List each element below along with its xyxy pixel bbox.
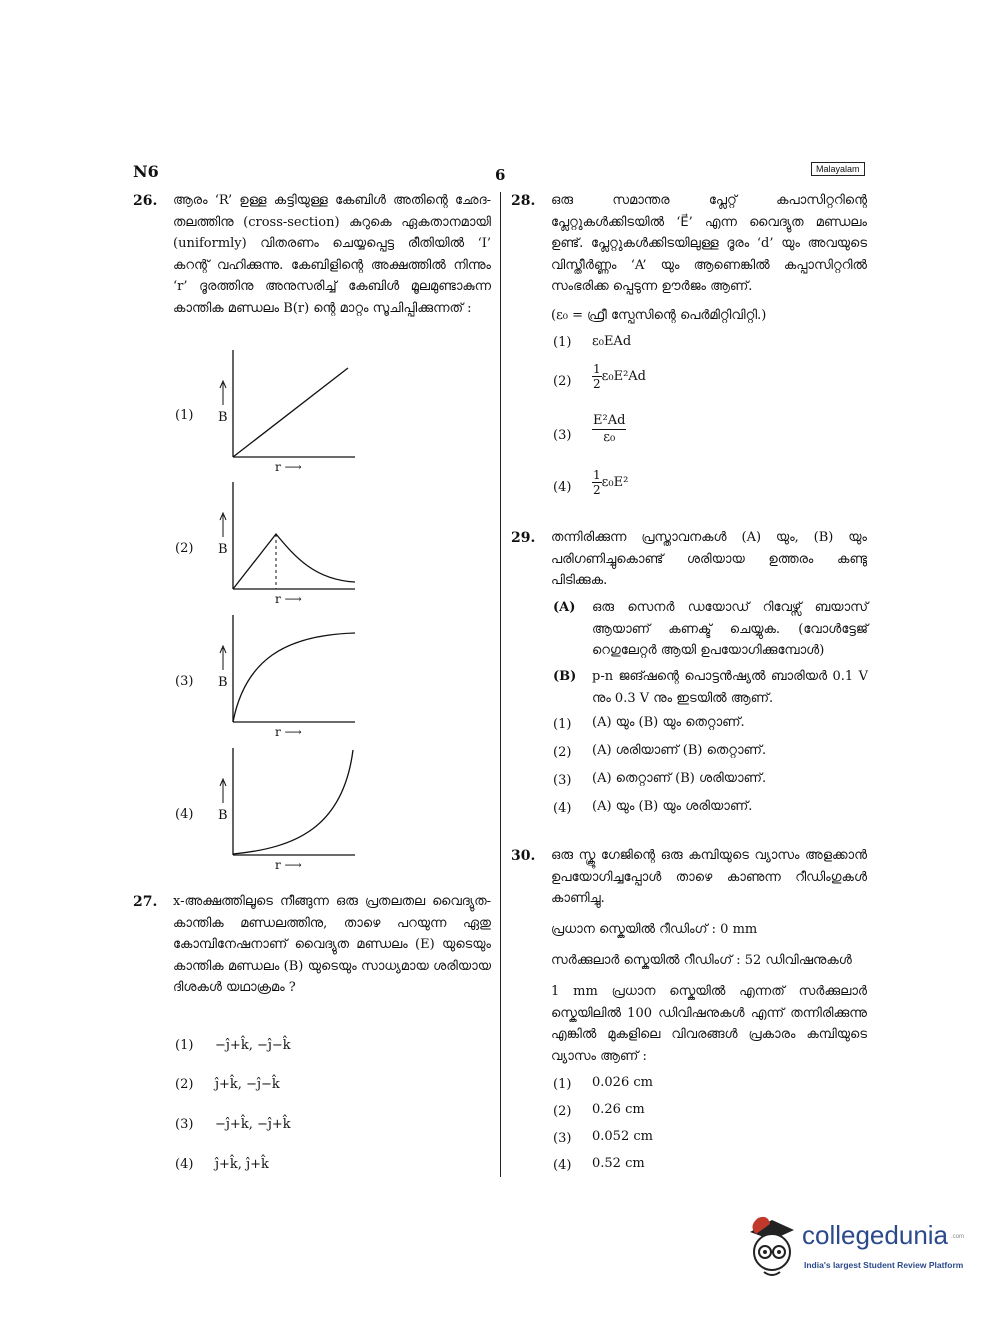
q27-option-1-value: −ĵ+k̂, −ĵ−k̂ <box>215 1038 291 1053</box>
q28-number: 28. <box>511 193 536 209</box>
q29-statement-a-label: (A) <box>553 600 576 615</box>
q27-option-4-number: (4) <box>175 1157 194 1172</box>
q29-option-2-number: (2) <box>553 745 572 760</box>
q28-o4-frac-num: 1 <box>593 468 601 482</box>
q27-text: x-അക്ഷത്തിലൂടെ നീങ്ങുന്ന ഒരു പ്രതലതല വൈദ്യുത-കാന്തിക മണ്ഡലത്തിനു, താഴെ പറയുന്ന ഏതു കോമ്പിനേഷനാണ് വൈദ്യുത മണ്ഡലം (E) യുടെയും കാന്തിക മണ്ഡലം (B) യുടെയും സാധ്യമായ ശരിയായ ദിശകൾ യഥാക്രമം ? <box>173 894 491 995</box>
graph-3-xlabel: r ⟶ <box>275 725 302 739</box>
q27-option-3-number: (3) <box>175 1117 194 1132</box>
watermark-brand: collegedunia <box>802 1220 949 1250</box>
q29-option-2-value: (A) ശരിയാണ് (B) തെറ്റാണ്. <box>592 743 767 758</box>
q30-option-3-value: 0.052 cm <box>592 1129 653 1144</box>
q28-option-2-value <box>592 362 646 391</box>
graph-4-xlabel: r ⟶ <box>275 858 302 872</box>
q28-o2-frac-num: 1 <box>593 362 601 376</box>
mascot-icon <box>742 1212 802 1282</box>
q28-o4-frac-den: 2 <box>593 483 601 497</box>
graph-2-curve <box>233 534 355 589</box>
graph-1-curve <box>233 368 348 457</box>
collegedunia-watermark <box>742 1212 972 1282</box>
q29-option-3-number: (3) <box>553 773 572 788</box>
q26-graph-4 <box>205 748 365 878</box>
q26-graph-1 <box>205 350 365 480</box>
q30-option-3-number: (3) <box>553 1131 572 1146</box>
q28-option-3-number: (3) <box>553 428 572 443</box>
graph-2-ylabel: B <box>218 542 228 557</box>
language-badge: Malayalam <box>811 162 865 176</box>
graph-2-xlabel: r ⟶ <box>275 592 302 606</box>
q27-option-4-value: ĵ+k̂, ĵ+k̂ <box>215 1157 269 1172</box>
q30-option-1-number: (1) <box>553 1077 572 1092</box>
q29-text: തന്നിരിക്കുന്ന പ്രസ്താവനകൾ (A) യും, (B) യും പരിഗണിച്ചുകൊണ്ട് ശരിയായ ഉത്തരം കണ്ടു പിടിക്കുക. <box>551 530 867 588</box>
q30-scale-info: 1 mm പ്രധാന സ്കെയിൽ എന്നത് സർക്കുലാർ സ്കെയിലിൽ 100 ഡിവിഷനുകൾ എന്ന് തന്നിരിക്കുന്നു എങ്കിൽ മുകളിലെ വിവരങ്ങൾ പ്രകാരം കമ്പിയുടെ വ്യാസം ആണ് : <box>551 984 867 1064</box>
q29-statement-b-label: (B) <box>553 669 577 684</box>
q26-graph-3 <box>205 615 365 745</box>
q30-option-4-number: (4) <box>553 1158 572 1173</box>
q28-o4-rest: ε₀E² <box>601 475 629 490</box>
q28-option-1-number: (1) <box>553 335 572 350</box>
q28-text: ഒരു സമാന്തര പ്ലേറ്റ് കപാസിറ്ററിന്റെ പ്ലേറ്റുകൾക്കിടയിൽ ‘E⃗’ എന്ന വൈദ്യുത മണ്ഡലം ഉണ്ട്. പ്ലേറ്റുകൾക്കിടയിലുള്ള ദൂരം ‘d’ യും അവയുടെ വിസ്തീർണ്ണം ‘A’ യും ആണെങ്കിൽ കപ്പാസിറ്ററിൽ സംഭരിക്ക പ്പെടുന്ന ഊർജം ആണ്. <box>551 193 867 294</box>
q28-o3-frac-den: ε₀ <box>603 430 616 445</box>
q29-number: 29. <box>511 530 536 546</box>
column-divider <box>500 192 501 1177</box>
graph-3-ylabel: B <box>218 675 228 690</box>
q30-main-scale-reading: പ്രധാന സ്കെയിൽ റീഡിംഗ് : 0 mm <box>551 922 758 937</box>
q29-option-4-number: (4) <box>553 801 572 816</box>
q27-option-3-value: −ĵ+k̂, −ĵ+k̂ <box>215 1117 291 1132</box>
q28-note: (ε₀ = ഫ്രീ സ്പേസിന്റെ പെർമിറ്റിവിറ്റി.) <box>551 308 767 323</box>
graph-1-xlabel: r ⟶ <box>275 460 302 474</box>
q30-option-2-value: 0.26 cm <box>592 1102 645 1117</box>
q30-circular-scale-reading: സർക്കുലാർ സ്കെയിൽ റീഡിംഗ് : 52 ഡിവിഷനുകൾ <box>551 953 852 968</box>
q28-option-3-value <box>592 413 626 446</box>
q30-option-4-value: 0.52 cm <box>592 1156 645 1171</box>
graph-1-ylabel: B <box>218 410 228 425</box>
watermark-tld: .com <box>951 1234 965 1240</box>
q26-option-2-number: (2) <box>175 541 194 556</box>
q27-number: 27. <box>133 894 158 910</box>
graph-3-curve <box>233 633 355 722</box>
q30-text: ഒരു സ്ക്രൂ ഗേജിന്റെ ഒരു കമ്പിയുടെ വ്യാസം അളക്കാൻ ഉപയോഗിച്ചപ്പോൾ താഴെ കാണുന്ന റീഡിംഗുകൾ കാണിച്ചു. <box>551 848 867 906</box>
q26-text: ആരം ‘R’ ഉള്ള കട്ടിയുള്ള കേബിൾ അതിന്റെ ഛേദ-തലത്തിനു (cross-section) കുറുകെ ഏകതാനമായി (uniformly) വിതരണം ചെയ്യപ്പെട്ട രീതിയിൽ ‘I’ കറന്റ് വഹിക്കുന്നു. കേബിളിന്റെ അക്ഷത്തിൽ നിന്നും ‘r’ ദൂരത്തിനു അനുസരിച്ച് കേബിൾ മൂലമുണ്ടാകുന്ന കാന്തിക മണ്ഡലം B(r) ന്റെ മാറ്റം സൂചിപ്പിക്കുന്നത് : <box>173 193 491 316</box>
q27-option-1-number: (1) <box>175 1038 194 1053</box>
q28-o2-rest: ε₀E²Ad <box>601 369 646 384</box>
graph-4-ylabel: B <box>218 808 228 823</box>
q29-option-4-value: (A) യും (B) യും ശരിയാണ്. <box>592 799 753 814</box>
q26-graph-2 <box>205 482 365 612</box>
q28-o3-frac-num: E²Ad <box>593 413 626 428</box>
q28-o2-frac-den: 2 <box>593 377 601 391</box>
paper-code: N6 <box>133 162 159 181</box>
q28-option-4-number: (4) <box>553 480 572 495</box>
q26-option-1-number: (1) <box>175 408 194 423</box>
q27-option-2-value: ĵ+k̂, −ĵ−k̂ <box>215 1077 280 1092</box>
q28-option-4-value <box>592 468 628 497</box>
q30-option-2-number: (2) <box>553 1104 572 1119</box>
q29-statement-a-text: ഒരു സെനർ ഡയോഡ് റിവേഴ്സ് ബയാസ് ആയാണ് കണക്ട് ചെയ്യുക. (വോൾട്ടേജ് റെഗുലേറ്റർ ആയി ഉപയോഗിക്കുമ്പോൾ) <box>592 600 868 658</box>
q26-option-4-number: (4) <box>175 807 194 822</box>
watermark-tagline: India's largest Student Review Platform <box>804 1260 964 1270</box>
q27-option-2-number: (2) <box>175 1077 194 1092</box>
q29-option-1-number: (1) <box>553 717 572 732</box>
q29-option-1-value: (A) യും (B) യും തെറ്റാണ്. <box>592 715 745 730</box>
q28-option-1-value: ε₀EAd <box>592 334 632 349</box>
q30-number: 30. <box>511 848 536 864</box>
q30-option-1-value: 0.026 cm <box>592 1075 653 1090</box>
q28-option-2-number: (2) <box>553 374 572 389</box>
page-number: 6 <box>495 166 506 184</box>
q29-option-3-value: (A) തെറ്റാണ് (B) ശരിയാണ്. <box>592 771 767 786</box>
q26-option-3-number: (3) <box>175 674 194 689</box>
q26-number: 26. <box>133 193 158 209</box>
graph-4-curve <box>233 750 353 854</box>
q29-statement-b-text: p-n ജങ്ഷന്റെ പൊട്ടൻഷ്യൽ ബാരിയർ 0.1 V നും 0.3 V നും ഇടയിൽ ആണ്. <box>592 669 868 706</box>
